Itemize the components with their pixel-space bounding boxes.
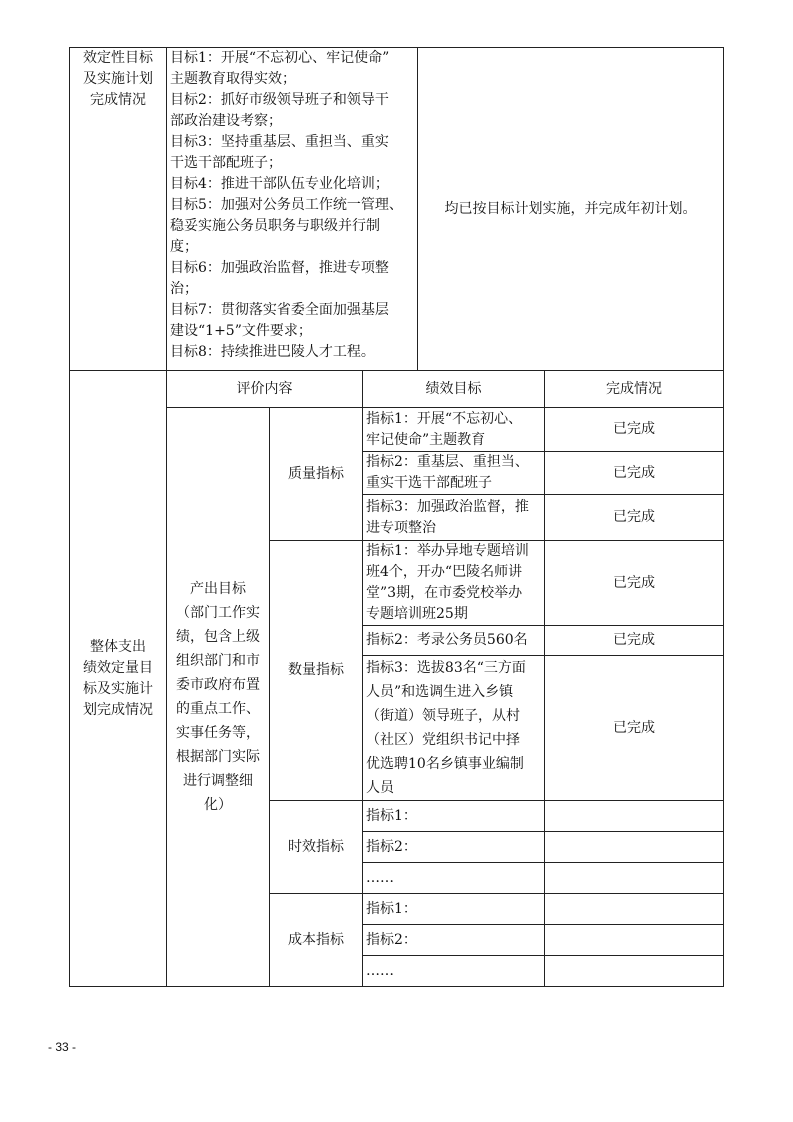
- category-cost: 成本指标: [270, 894, 363, 987]
- header-target: 绩效目标: [363, 371, 545, 408]
- quantity-target-1: 指标1：举办异地专题培训 班4个，开办“巴陵名师讲 堂”3期，在市委党校举办 专题培训班25期: [363, 541, 545, 626]
- cost-status-2: [545, 925, 724, 956]
- timeliness-status-1: [545, 801, 724, 832]
- quantity-status-1: 已完成: [545, 541, 724, 626]
- timeliness-target-1: 指标1：: [363, 801, 545, 832]
- quality-status-1: 已完成: [545, 408, 724, 452]
- quantity-status-2: 已完成: [545, 626, 724, 656]
- cost-target-1: 指标1：: [363, 894, 545, 925]
- qualitative-goals-list: 目标1：开展“不忘初心、牢记使命” 主题教育取得实效； 目标2：抓好市级领导班子和领导干 部政治建设考察； 目标3：坚持重基层、重担当、重实 干选干部配班子； 目标4：推进干部队伍专业化培训； 目标5：加强对公务员工作统一管理、 稳妥实施公务员职务与职级并行制 度； 目标6：加强政治监督，推进专项整 治； 目标7：贯彻落实省委全面加强基层 建设“1+5”文件要求； 目标8：持续推进巴陵人才工程。: [167, 48, 418, 371]
- cost-target-2: 指标2：: [363, 925, 545, 956]
- qualitative-section-label: 效定性目标 及实施计划 完成情况: [70, 48, 167, 371]
- category-quantity: 数量指标: [270, 541, 363, 801]
- cost-target-3: ……: [363, 956, 545, 987]
- cost-status-3: [545, 956, 724, 987]
- quality-status-2: 已完成: [545, 452, 724, 495]
- quantitative-goals-table: [69, 370, 724, 987]
- output-goal-label: 产出目标 （部门工作实 绩，包含上级 组织部门和市 委市政府布置 的重点工作、 实事任务等， 根据部门实际 进行调整细 化）: [167, 408, 270, 987]
- timeliness-target-3: ……: [363, 863, 545, 894]
- quantitative-section-label: 整体支出 绩效定量目 标及实施计 划完成情况: [70, 371, 167, 987]
- header-status: 完成情况: [545, 371, 724, 408]
- timeliness-status-3: [545, 863, 724, 894]
- qualitative-goals-table: [69, 47, 724, 371]
- quantity-target-2: 指标2：考录公务员560名: [363, 626, 545, 656]
- cost-status-1: [545, 894, 724, 925]
- quality-status-3: 已完成: [545, 495, 724, 541]
- timeliness-status-2: [545, 832, 724, 863]
- category-quality: 质量指标: [270, 408, 363, 541]
- header-content: 评价内容: [167, 371, 363, 408]
- category-timeliness: 时效指标: [270, 801, 363, 894]
- page-number: - 33 -: [48, 1040, 77, 1054]
- quantity-target-3: 指标3：选拔83名“三方面 人员”和选调生进入乡镇 （街道）领导班子，从村 （社区）党组织书记中择 优选聘10名乡镇事业编制 人员: [363, 656, 545, 801]
- quality-target-3: 指标3：加强政治监督，推 进专项整治: [363, 495, 545, 541]
- quality-target-2: 指标2：重基层、重担当、 重实干选干部配班子: [363, 452, 545, 495]
- timeliness-target-2: 指标2：: [363, 832, 545, 863]
- quality-target-1: 指标1：开展“不忘初心、 牢记使命”主题教育: [363, 408, 545, 452]
- qualitative-status: 均已按目标计划实施，并完成年初计划。: [418, 48, 724, 371]
- quantity-status-3: 已完成: [545, 656, 724, 801]
